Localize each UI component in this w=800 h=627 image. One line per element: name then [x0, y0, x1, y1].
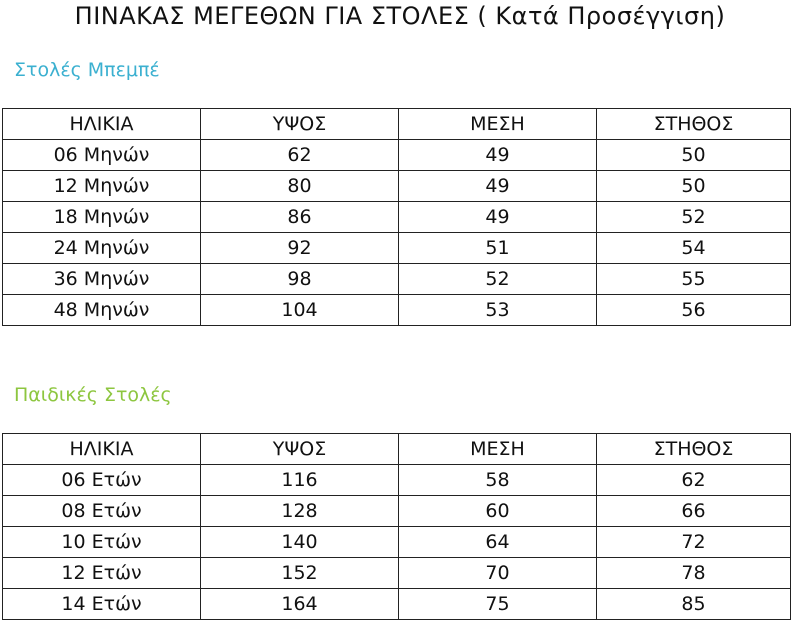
header-chest: ΣΤΗΘΟΣ	[597, 109, 791, 140]
page-title: ΠΙΝΑΚΑΣ ΜΕΓΕΘΩΝ ΓΙΑ ΣΤΟΛΕΣ ( Κατά Προσέγγιση)	[74, 2, 726, 30]
table-row	[3, 233, 791, 264]
cell-age: 36 Μηνών	[3, 264, 201, 295]
header-waist: ΜΕΣΗ	[399, 434, 597, 465]
cell-height: 86	[201, 202, 399, 233]
cell-height: 152	[201, 558, 399, 589]
cell-waist: 64	[399, 527, 597, 558]
cell-chest: 78	[597, 558, 791, 589]
cell-waist: 51	[399, 233, 597, 264]
cell-age: 10 Ετών	[3, 527, 201, 558]
table-row	[3, 465, 791, 496]
baby-size-table	[2, 108, 791, 326]
cell-height: 62	[201, 140, 399, 171]
cell-age: 06 Μηνών	[3, 140, 201, 171]
table-row	[3, 295, 791, 326]
cell-chest: 72	[597, 527, 791, 558]
cell-age: 06 Ετών	[3, 465, 201, 496]
cell-waist: 49	[399, 202, 597, 233]
cell-height: 92	[201, 233, 399, 264]
cell-age: 24 Μηνών	[3, 233, 201, 264]
cell-waist: 60	[399, 496, 597, 527]
cell-waist: 75	[399, 589, 597, 620]
table-row	[3, 589, 791, 620]
cell-waist: 52	[399, 264, 597, 295]
cell-chest: 85	[597, 589, 791, 620]
cell-waist: 49	[399, 171, 597, 202]
header-waist: ΜΕΣΗ	[399, 109, 597, 140]
header-height: ΥΨΟΣ	[201, 109, 399, 140]
cell-chest: 62	[597, 465, 791, 496]
cell-height: 104	[201, 295, 399, 326]
cell-chest: 54	[597, 233, 791, 264]
cell-height: 80	[201, 171, 399, 202]
cell-age: 08 Ετών	[3, 496, 201, 527]
table-row	[3, 171, 791, 202]
header-age: ΗΛΙΚΙΑ	[3, 434, 201, 465]
cell-waist: 53	[399, 295, 597, 326]
cell-waist: 49	[399, 140, 597, 171]
cell-age: 18 Μηνών	[3, 202, 201, 233]
kids-section-title: Παιδικές Στολές	[14, 384, 172, 406]
table-row	[3, 140, 791, 171]
cell-age: 14 Ετών	[3, 589, 201, 620]
table-row	[3, 527, 791, 558]
table-row	[3, 496, 791, 527]
cell-chest: 66	[597, 496, 791, 527]
cell-waist: 58	[399, 465, 597, 496]
cell-chest: 56	[597, 295, 791, 326]
header-height: ΥΨΟΣ	[201, 434, 399, 465]
cell-height: 116	[201, 465, 399, 496]
header-age: ΗΛΙΚΙΑ	[3, 109, 201, 140]
cell-height: 128	[201, 496, 399, 527]
cell-age: 12 Ετών	[3, 558, 201, 589]
cell-chest: 50	[597, 140, 791, 171]
table-header-row	[3, 434, 791, 465]
cell-waist: 70	[399, 558, 597, 589]
table-row	[3, 202, 791, 233]
cell-height: 164	[201, 589, 399, 620]
table-header-row	[3, 109, 791, 140]
header-chest: ΣΤΗΘΟΣ	[597, 434, 791, 465]
baby-section-title: Στολές Μπεμπέ	[14, 59, 160, 81]
cell-chest: 50	[597, 171, 791, 202]
cell-chest: 55	[597, 264, 791, 295]
cell-age: 12 Μηνών	[3, 171, 201, 202]
cell-age: 48 Μηνών	[3, 295, 201, 326]
cell-height: 140	[201, 527, 399, 558]
table-row	[3, 558, 791, 589]
table-row	[3, 264, 791, 295]
cell-height: 98	[201, 264, 399, 295]
kids-size-table	[2, 433, 791, 620]
cell-chest: 52	[597, 202, 791, 233]
